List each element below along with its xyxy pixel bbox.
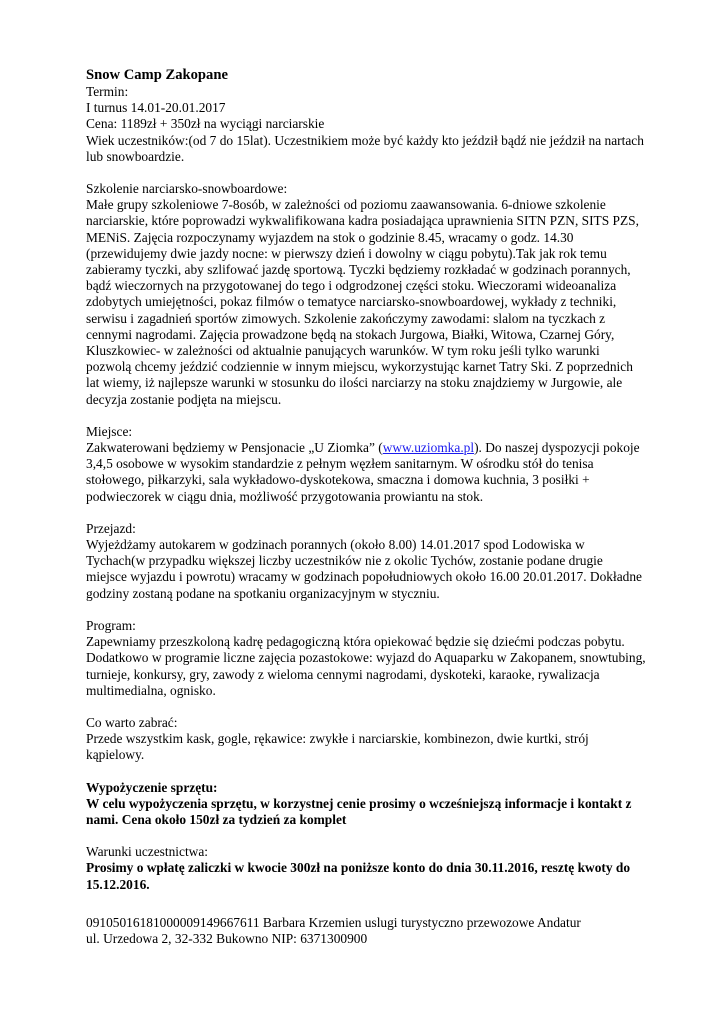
age-paragraph: Wiek uczestników:(od 7 do 15lat). Uczestnikiem może być każdy kto jeździł bądź nie jeździł na nartach lub snowboardzie. [86,132,644,164]
term-label: Termin: [86,84,129,99]
rental-paragraph: W celu wypożyczenia sprzętu, w korzystnej cenie prosimy o wcześniejszą informacje i kontakt z nami. Cena około 150zł za tydzień za komplet [86,795,632,827]
travel-paragraph: Wyjeżdżamy autokarem w godzinach porannych (około 8.00) 14.01.2017 spod Lodowiska w Tychach(w przypadku większej liczby uczestników nie z okolic Tychów, zostanie podane drugie miejsce wyjazdu i powrotu) wracamy w godzinach popołudniowych około 16.00 20.01.2017. Dokładne godziny zostaną podane na spotkaniu organizacyjnym w styczniu. [86,537,642,601]
bring-paragraph: Przede wszystkim kask, gogle, rękawice: zwykłe i narciarskie, kombinezon, dwie kurtki, strój kąpielowy. [86,731,589,763]
travel-heading: Przejazd: [86,520,136,536]
document-page [86,66,646,947]
place-paragraph [86,440,646,505]
bank-account-line: 09105016181000009149667611 Barbara Krzemien uslugi turystyczno przewozowe Andatur [86,914,581,930]
terms-heading: Warunki uczestnictwa: [86,844,208,860]
training-paragraph: Małe grupy szkoleniowe 7-8osób, w zależności od poziomu zaawansowania. 6-dniowe szkolenie narciarskie, które poprowadzi wykwalifikowana kadra posiadająca uprawnienia SITN PZN, SITS PZS, MENiS. Zajęcia rozpoczynamy wyjazdem na stok o godzinie 8.45, wracamy o godz. 14.30 (przewidujemy dwie jazdy nocne: w pierwszy dzień i dowolny w ciągu pobytu).Tak jak rok temu zabieramy tyczki, aby szlifować jazdę sportową. Tyczki będziemy rozkładać w godzinach porannych, bądź wieczornych na przygotowanej do tego i odgrodzonej części stoku. Wieczorami wideoanaliza zdobytych umiejętności, pokaz filmów o tematyce narciarsko-snowboardowej, wykłady z techniki, serwisu i zagadnień sportów zimowych. Szkolenie zakończymy zawodami: slalom na tyczkach z cennymi nagrodami. Zajęcia prowadzone będą na stokach Jurgowa, Białki, Witowa, Czarnej Góry, Kluszkowiec- w zależności od aktualnie panujących warunków. W tym roku jeśli tylko warunki pozwolą chcemy jeździć codziennie w innym miejscu, wykorzystując karnet Tatry Ski. Z poprzednich lat wiemy, iż najlepsze warunki w stosunku do ilości narciarzy na stoku znajdziemy w Jurgowie, ale decyzja zostanie podjęta na miejscu. [86,197,639,407]
place-text-end: ). Do naszej dyspozycji pokoje 3,4,5 osobowe w wysokim standardzie z pełnym węzłem sanitarnym. W ośrodku stół do tenisa stołowego, piłkarzyki, sala wykładowo-dyskotekowa, smaczna i domowa kuchnia, 3 posiłki + podwieczorek w ciągu dnia, możliwość przygotowania prowiantu na stok. [86,440,640,504]
program-heading: Program: [86,617,136,633]
term-value: I turnus 14.01-20.01.2017 [86,100,226,116]
place-text-start: Zakwaterowani będziemy w Pensjonacie „U Ziomka” ( [86,440,383,456]
document-title: Snow Camp Zakopane [86,67,228,83]
place-heading: Miejsce: [86,423,133,439]
training-heading: Szkolenie narciarsko-snowboardowe: [86,181,288,197]
price-line: Cena: 1189zł + 350zł na wyciągi narciarskie [86,116,325,132]
pension-website-link[interactable]: www.uziomka.pl [382,440,475,456]
program-paragraph: Zapewniamy przeszkoloną kadrę pedagogiczną która opiekować będzie się dziećmi podczas pobytu. Dodatkowo w programie liczne zajęcia pozastokowe: wyjazd do Aquaparku w Zakopanem, snowtubing, turnieje, konkursy, gry, zawody z wieloma cennymi nagrodami, dyskoteki, karaoke, rywalizacja multimedialna, ognisko. [86,634,646,698]
address-line: ul. Urzedowa 2, 32-332 Bukowno NIP: 6371300900 [86,930,368,946]
rental-heading: Wypożyczenie sprzętu: [86,779,218,795]
bring-heading: Co warto zabrać: [86,714,178,730]
terms-paragraph: Prosimy o wpłatę zaliczki w kwocie 300zł na poniższe konto do dnia 30.11.2016, resztę kwoty do 15.12.2016. [86,860,631,892]
